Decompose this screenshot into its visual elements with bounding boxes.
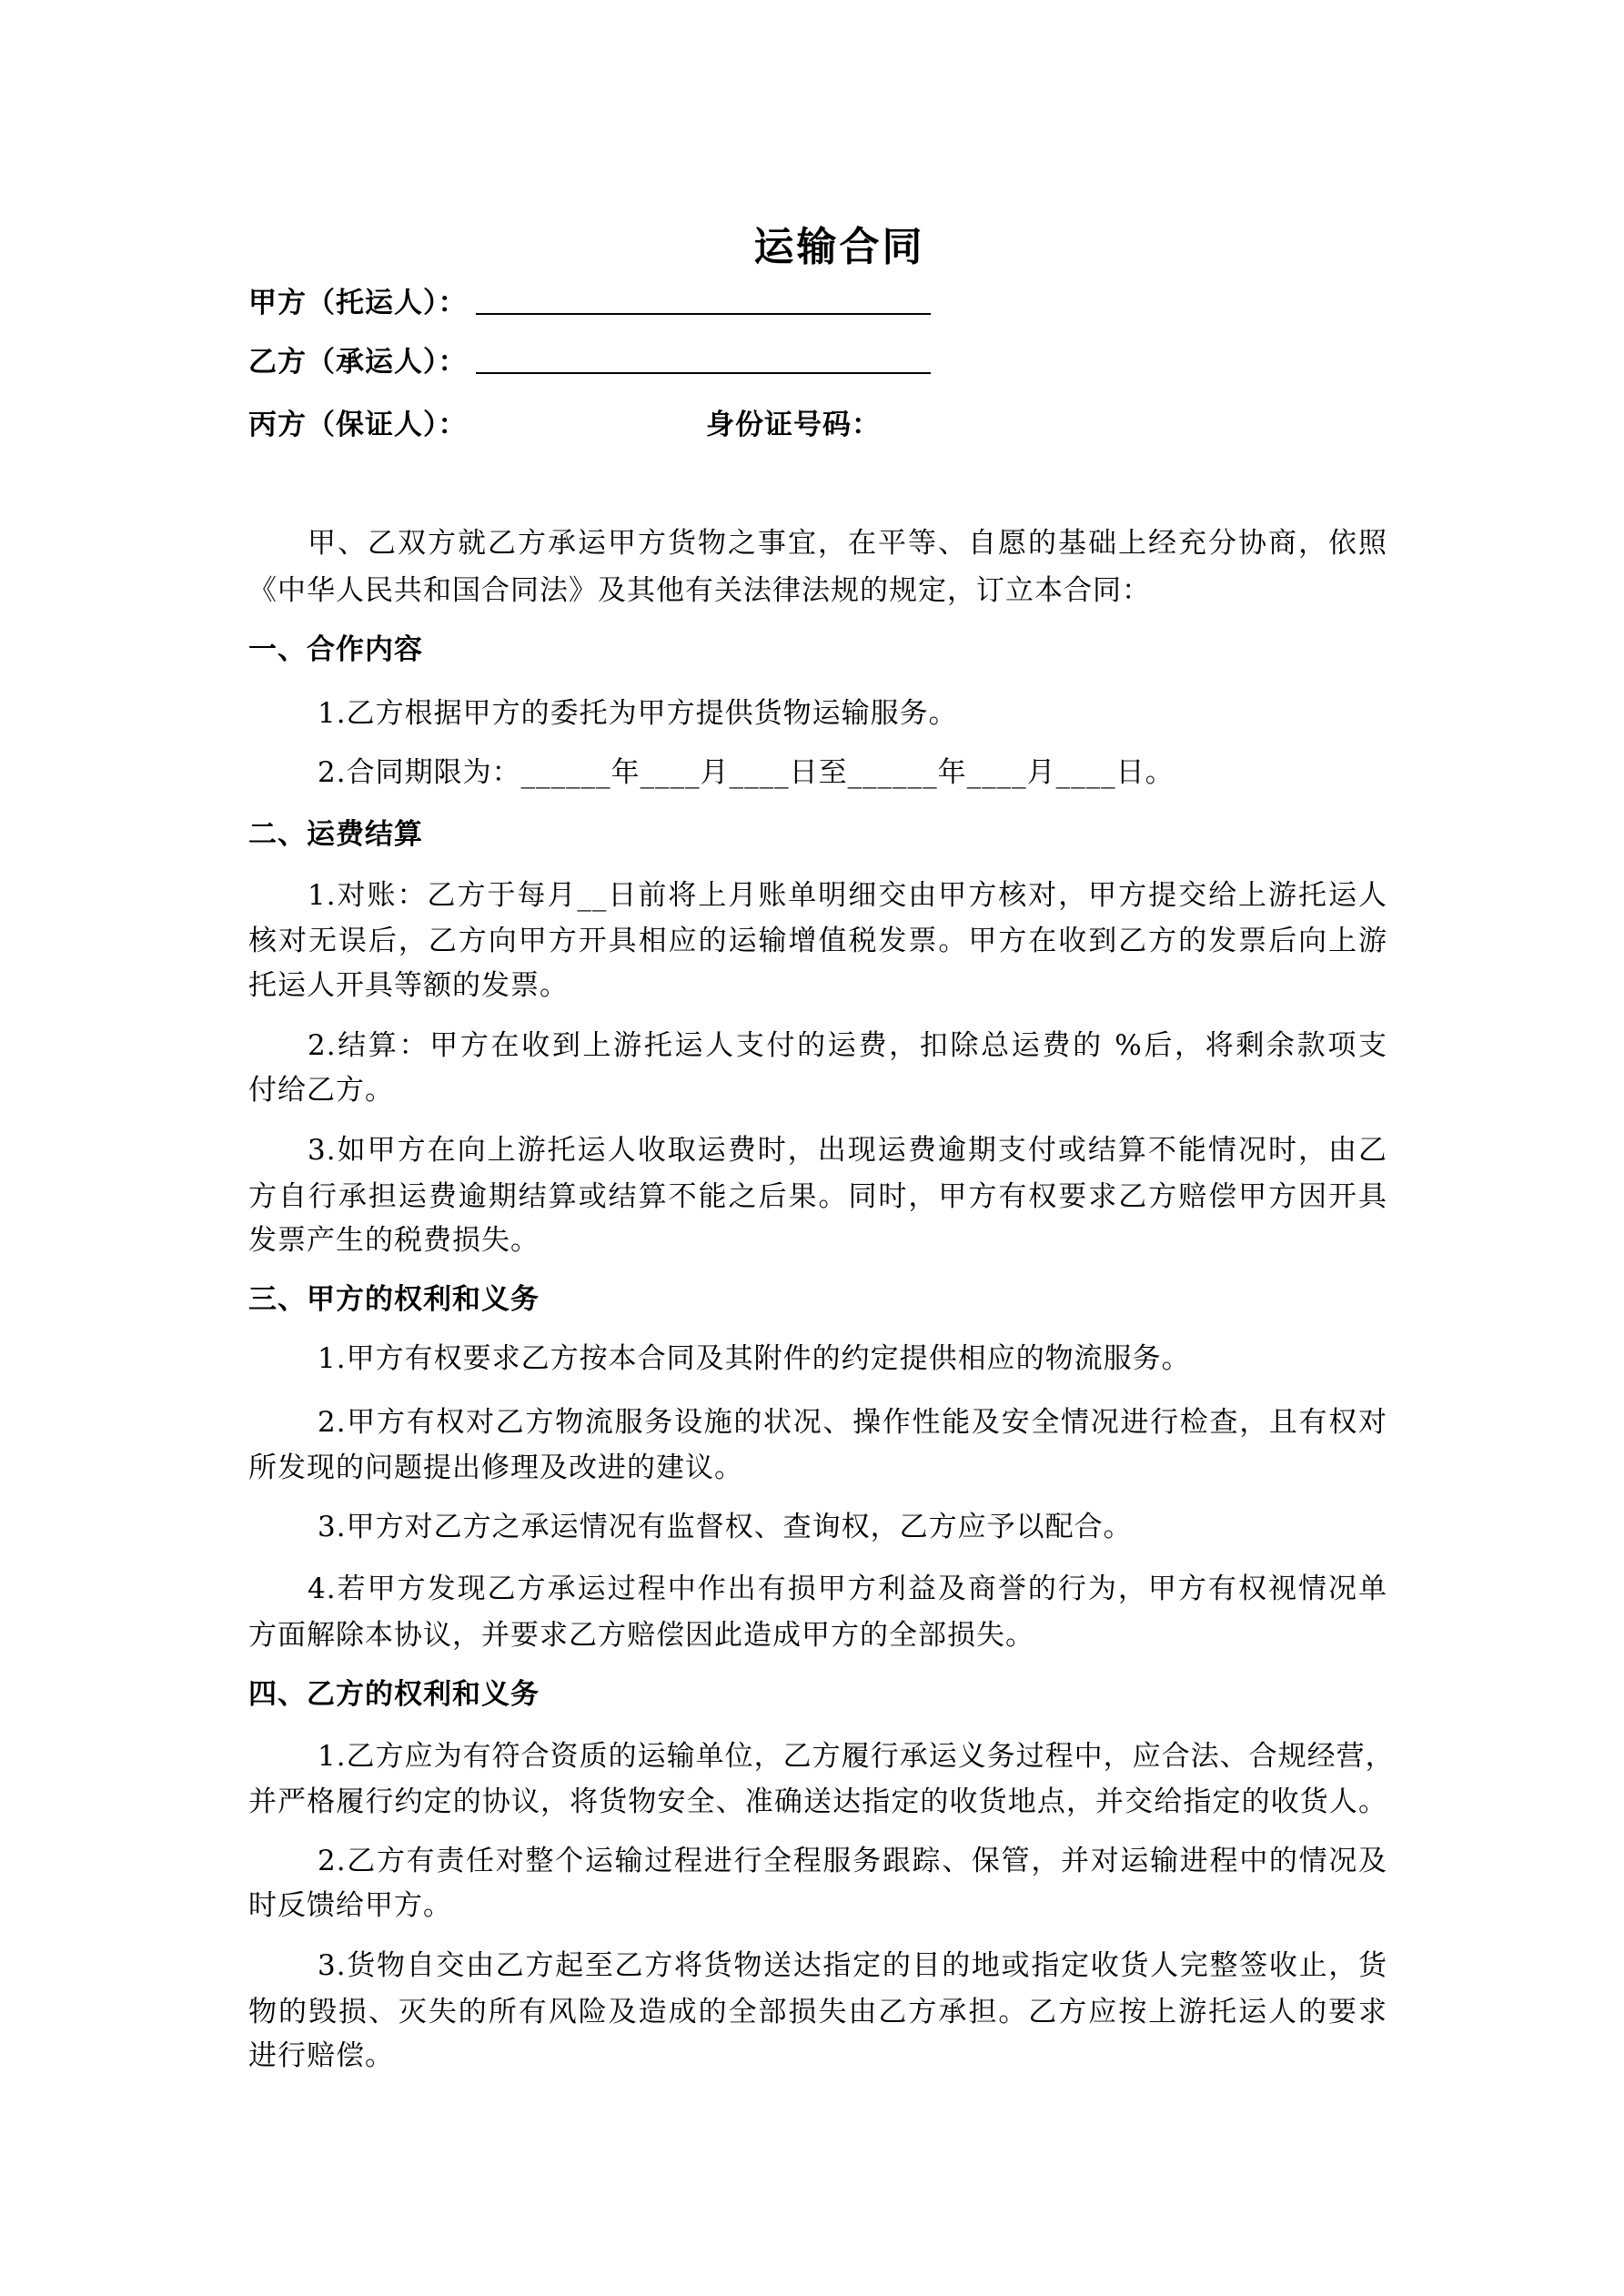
party-c-label: 丙方（保证人）：	[248, 409, 468, 441]
party-b-label: 乙方（承运人）：	[248, 346, 468, 379]
clause-line: 时反馈给甲方。	[248, 1889, 452, 1922]
section-heading: 一、合作内容	[248, 633, 423, 666]
preamble-line: 甲、乙双方就乙方承运甲方货物之事宜，在平等、自愿的基础上经充分协商，依照	[308, 527, 1387, 560]
section-heading: 四、乙方的权利和义务	[248, 1678, 540, 1711]
clause-line: 发票产生的税费损失。	[248, 1224, 540, 1257]
clause-line: 1.对账：乙方于每月__日前将上月账单明细交由甲方核对，甲方提交给上游托运人	[308, 879, 1387, 912]
clause-line: 3.如甲方在向上游托运人收取运费时，出现运费逾期支付或结算不能情况时，由乙	[308, 1134, 1387, 1167]
clause-line: 进行赔偿。	[248, 2039, 394, 2072]
clause-line: 所发现的问题提出修理及改进的建议。	[248, 1451, 743, 1484]
clause-line: 方自行承担运费逾期结算或结算不能之后果。同时，甲方有权要求乙方赔偿甲方因开具	[248, 1180, 1387, 1213]
clause-line: 3.甲方对乙方之承运情况有监督权、查询权，乙方应予以配合。	[318, 1511, 1133, 1543]
section-heading: 二、运费结算	[248, 818, 423, 851]
id-number-label: 身份证号码：	[706, 409, 881, 441]
clause-line: 核对无误后，乙方向甲方开具相应的运输增值税发票。甲方在收到乙方的发票后向上游	[248, 925, 1387, 957]
clause-line: 1.乙方根据甲方的委托为甲方提供货物运输服务。	[318, 697, 958, 730]
clause-line: 付给乙方。	[248, 1074, 394, 1107]
clause-line: 1.甲方有权要求乙方按本合同及其附件的约定提供相应的物流服务。	[318, 1342, 1191, 1375]
clause-line: 并严格履行约定的协议，将货物安全、准确送达指定的收货地点，并交给指定的收货人。	[248, 1785, 1387, 1818]
clause-line: 2.结算：甲方在收到上游托运人支付的运费，扣除总运费的 %后，将剩余款项支	[308, 1029, 1387, 1062]
party-a-input-line[interactable]	[476, 313, 931, 315]
clause-line: 托运人开具等额的发票。	[248, 969, 569, 1002]
document-title: 运输合同	[753, 224, 925, 270]
preamble-line: 《中华人民共和国合同法》及其他有关法律法规的规定，订立本合同：	[248, 574, 1151, 607]
section-heading: 三、甲方的权利和义务	[248, 1283, 540, 1316]
party-a-label: 甲方（托运人）：	[248, 287, 468, 319]
clause-line: 4.若甲方发现乙方承运过程中作出有损甲方利益及商誉的行为，甲方有权视情况单	[308, 1573, 1387, 1605]
clause-line: 方面解除本协议，并要求乙方赔偿因此造成甲方的全部损失。	[248, 1619, 1034, 1652]
clause-line: 2.甲方有权对乙方物流服务设施的状况、操作性能及安全情况进行检查，且有权对	[318, 1406, 1387, 1439]
clause-line: 1.乙方应为有符合资质的运输单位，乙方履行承运义务过程中，应合法、合规经营，	[318, 1740, 1395, 1773]
clause-line: 2.合同期限为：______年____月____日至______年____月____日。	[318, 756, 1175, 789]
clause-line: 物的毁损、灭失的所有风险及造成的全部损失由乙方承担。乙方应按上游托运人的要求	[248, 1996, 1387, 2028]
clause-line: 2.乙方有责任对整个运输过程进行全程服务跟踪、保管，并对运输进程中的情况及	[318, 1845, 1387, 1877]
party-b-input-line[interactable]	[476, 372, 931, 374]
clause-line: 3.货物自交由乙方起至乙方将货物送达指定的目的地或指定收货人完整签收止，货	[318, 1949, 1387, 1982]
